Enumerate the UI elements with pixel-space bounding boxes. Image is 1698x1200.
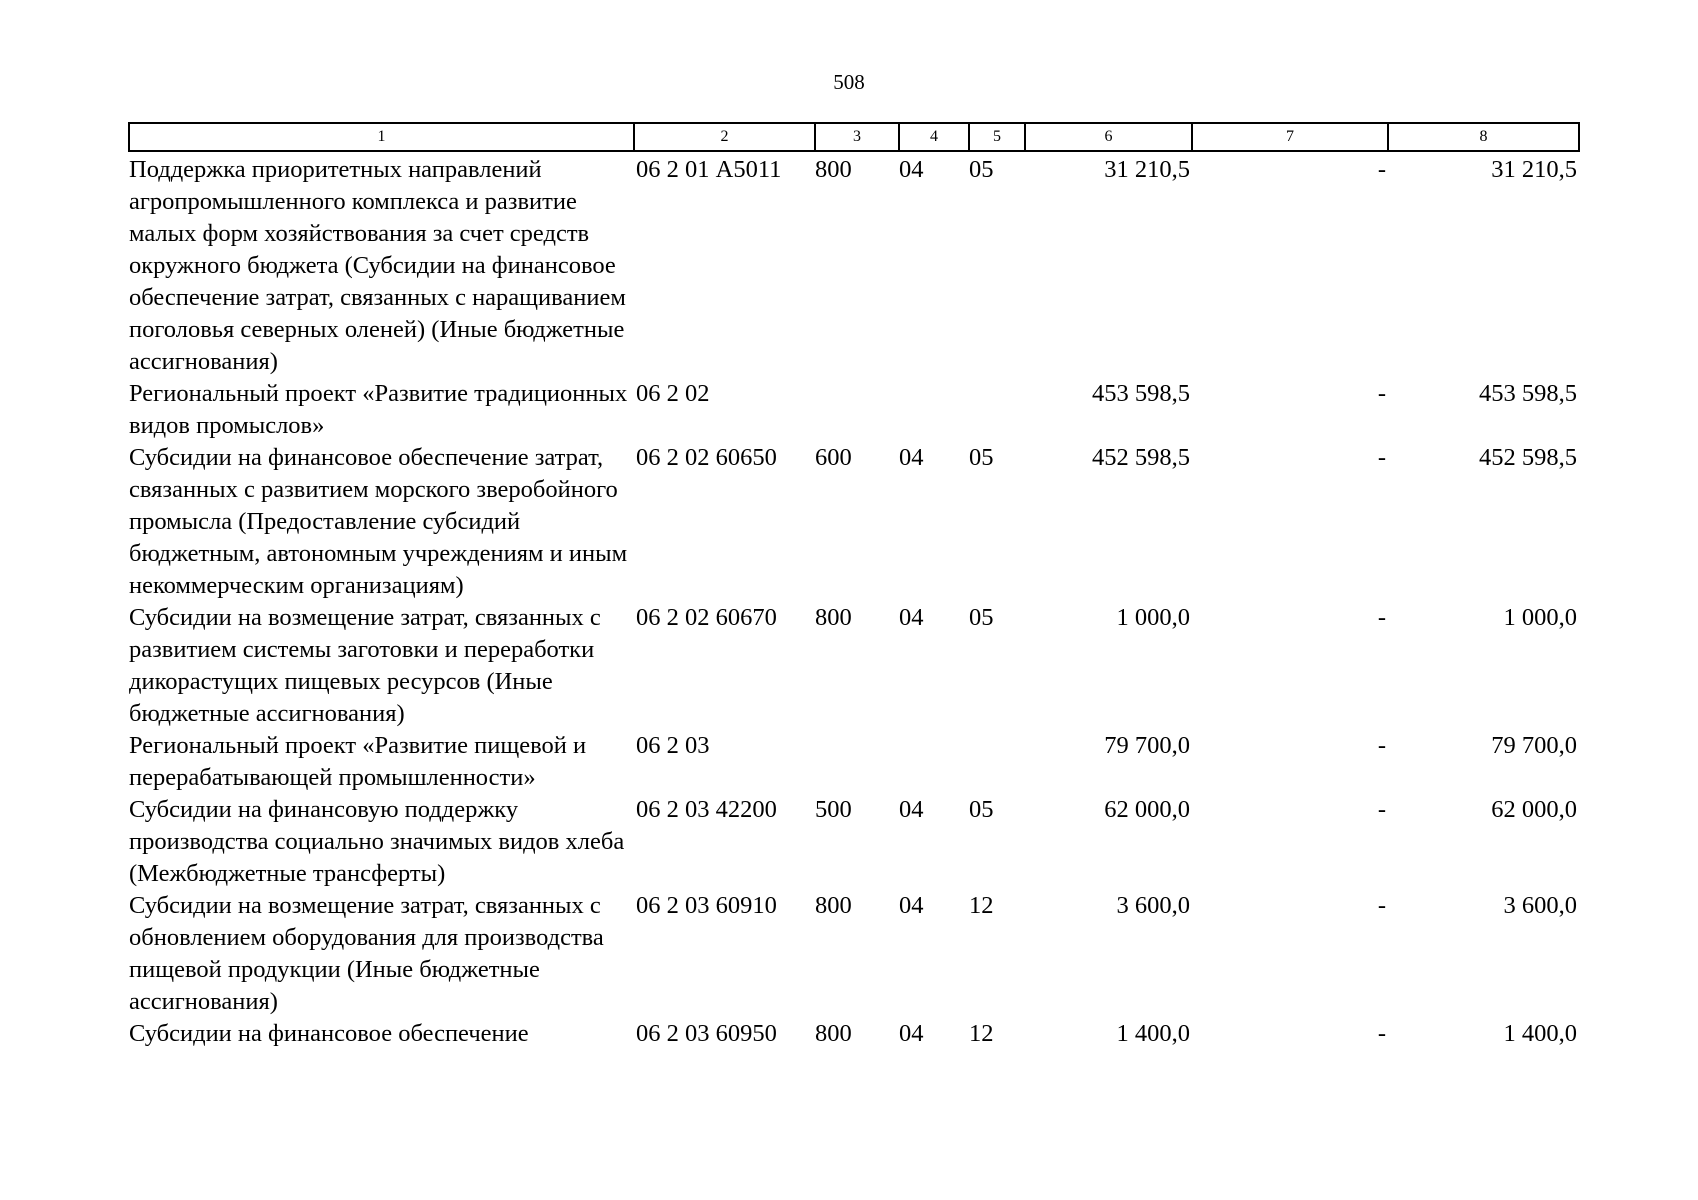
header-cell: 1 — [129, 123, 634, 151]
item-name: Субсидии на финансовое обеспечение затрат, связанных с развитием морского зверобойного промысла (Предоставление субсидий бюджетным, автономным учреждениям и иным некоммерческим организациям) — [129, 444, 628, 599]
page-number: 508 — [833, 70, 865, 94]
table-row — [129, 794, 1579, 890]
item-name: Субсидии на возмещение затрат, связанных с обновлением оборудования для производства пищевой продукции (Иные бюджетные ассигнования) — [129, 892, 604, 1015]
table-row — [129, 151, 1579, 378]
subsection-code: 05 — [969, 444, 994, 471]
change: - — [1377, 892, 1386, 919]
total: 453 598,5 — [1479, 380, 1577, 407]
header-cell: 8 — [1388, 123, 1579, 151]
item-name: Субсидии на возмещение затрат, связанных с развитием системы заготовки и переработки дикорастущих пищевых ресурсов (Иные бюджетные ассигнования) — [129, 604, 601, 727]
subsection-code — [969, 378, 1025, 442]
expense-type: 500 — [815, 796, 852, 823]
amount: 79 700,0 — [1104, 732, 1190, 759]
total: 1 000,0 — [1503, 604, 1577, 631]
change: - — [1377, 444, 1386, 471]
item-code: 06 2 03 60910 — [636, 892, 777, 919]
table-row — [129, 602, 1579, 730]
change: - — [1377, 380, 1386, 407]
expense-type: 600 — [815, 444, 852, 471]
item-name: Региональный проект «Развитие традиционных видов промыслов» — [129, 380, 628, 439]
change: - — [1377, 156, 1386, 183]
section-code: 04 — [899, 1020, 924, 1047]
table-body — [129, 151, 1579, 1050]
table-row — [129, 730, 1579, 794]
header-cell: 4 — [899, 123, 969, 151]
item-name: Региональный проект «Развитие пищевой и перерабатывающей промышленности» — [129, 732, 587, 791]
subsection-code — [969, 730, 1025, 794]
subsection-code: 12 — [969, 1020, 994, 1047]
item-code: 06 2 03 60950 — [636, 1020, 777, 1047]
item-code: 06 2 03 — [636, 732, 710, 759]
amount: 3 600,0 — [1116, 892, 1190, 919]
item-code: 06 2 02 60670 — [636, 604, 777, 631]
expense-type: 800 — [815, 604, 852, 631]
change: - — [1377, 604, 1386, 631]
header-cell: 2 — [634, 123, 815, 151]
amount: 62 000,0 — [1104, 796, 1190, 823]
item-code: 06 2 01 А5011 — [636, 156, 782, 183]
table-row — [129, 1018, 1579, 1050]
section-code: 04 — [899, 892, 924, 919]
item-name: Субсидии на финансовую поддержку производства социально значимых видов хлеба (Межбюджетные трансферты) — [129, 796, 625, 887]
section-code: 04 — [899, 604, 924, 631]
subsection-code: 05 — [969, 604, 994, 631]
section-code: 04 — [899, 156, 924, 183]
section-code — [899, 730, 969, 794]
amount: 1 000,0 — [1116, 604, 1190, 631]
item-code: 06 2 03 42200 — [636, 796, 777, 823]
table-row — [129, 890, 1579, 1018]
header-cell: 3 — [815, 123, 899, 151]
subsection-code: 05 — [969, 156, 994, 183]
expense-type: 800 — [815, 892, 852, 919]
item-code: 06 2 02 — [636, 380, 710, 407]
table-row — [129, 442, 1579, 602]
total: 1 400,0 — [1503, 1020, 1577, 1047]
section-code: 04 — [899, 444, 924, 471]
amount: 1 400,0 — [1116, 1020, 1190, 1047]
amount: 453 598,5 — [1092, 380, 1190, 407]
expense-type: 800 — [815, 1020, 852, 1047]
section-code: 04 — [899, 796, 924, 823]
header-cell: 6 — [1025, 123, 1192, 151]
total: 452 598,5 — [1479, 444, 1577, 471]
subsection-code: 12 — [969, 892, 994, 919]
header-cell: 5 — [969, 123, 1025, 151]
budget-table — [128, 122, 1580, 1050]
header-cell: 7 — [1192, 123, 1388, 151]
change: - — [1377, 732, 1386, 759]
total: 31 210,5 — [1491, 156, 1577, 183]
total: 62 000,0 — [1491, 796, 1577, 823]
expense-type: 800 — [815, 156, 852, 183]
item-name: Поддержка приоритетных направлений агропромышленного комплекса и развитие малых форм хозяйствования за счет средств окружного бюджета (Субсидии на финансовое обеспечение затрат, связанных с наращиванием поголовья северных оленей) (Иные бюджетные ассигнования) — [129, 156, 626, 375]
item-code: 06 2 02 60650 — [636, 444, 777, 471]
subsection-code: 05 — [969, 796, 994, 823]
change: - — [1377, 796, 1386, 823]
amount: 31 210,5 — [1104, 156, 1190, 183]
amount: 452 598,5 — [1092, 444, 1190, 471]
section-code — [899, 378, 969, 442]
total: 79 700,0 — [1491, 732, 1577, 759]
table-header — [129, 123, 1579, 151]
expense-type — [815, 378, 899, 442]
table-row — [129, 378, 1579, 442]
header-row — [129, 123, 1579, 151]
item-name: Субсидии на финансовое обеспечение — [129, 1020, 529, 1047]
expense-type — [815, 730, 899, 794]
change: - — [1377, 1020, 1386, 1047]
total: 3 600,0 — [1503, 892, 1577, 919]
